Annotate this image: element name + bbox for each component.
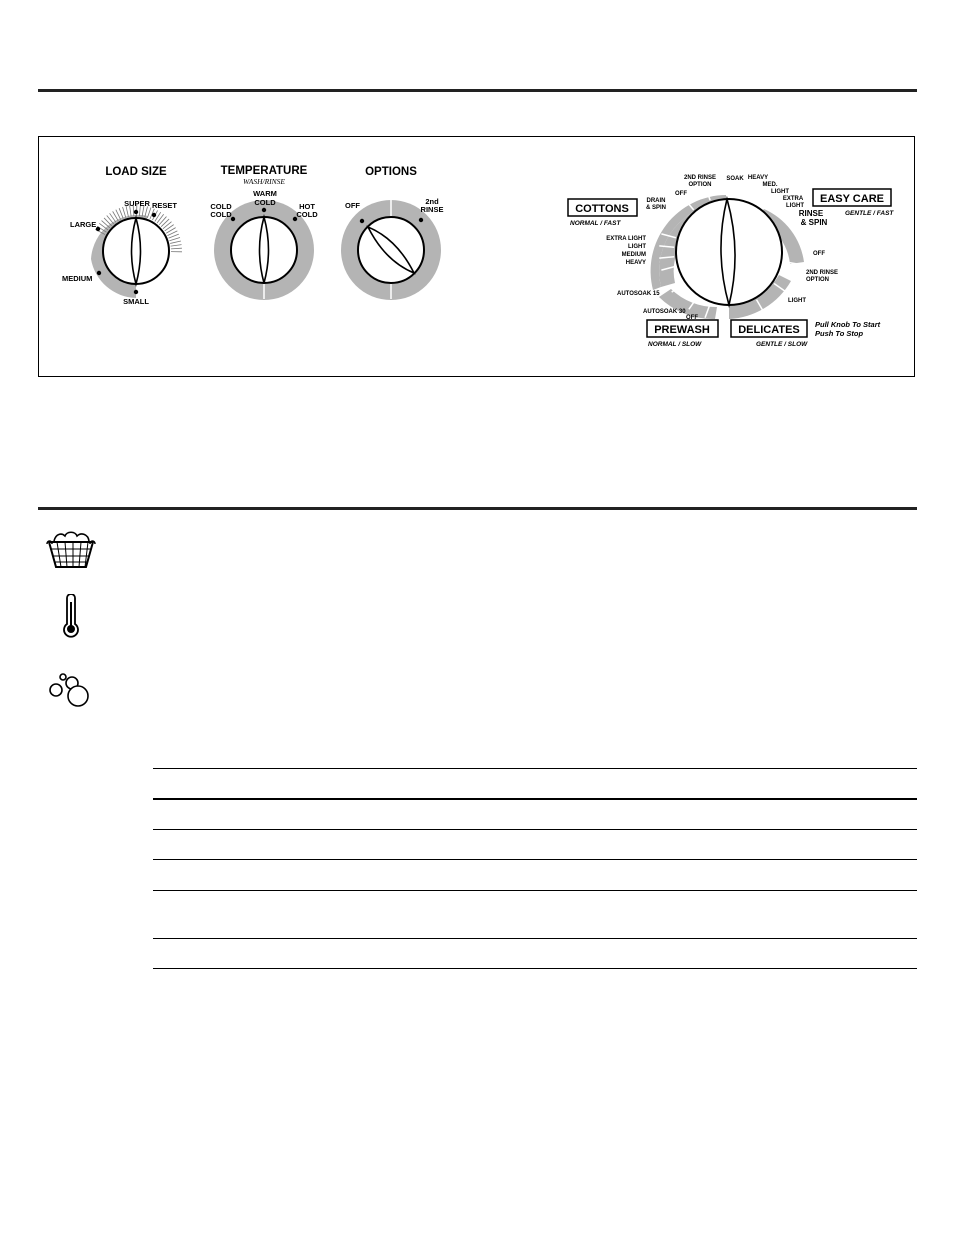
options-dot-2nd-rinse (419, 218, 423, 222)
control-panel-illustration (38, 136, 915, 377)
reset-hatch-line (163, 222, 171, 229)
options-label-2nd: 2nd (425, 197, 439, 206)
cycle-label-med-light: LIGHT (771, 189, 789, 195)
cycle-label-autosoak30: AUTOSOAK 30 (643, 309, 686, 315)
cycle-label-option-right: OPTION (806, 277, 830, 283)
cycle-label-option-top: OPTION (688, 182, 712, 188)
reset-hatch-line (161, 219, 169, 227)
reset-hatch-line (99, 223, 108, 230)
options-label-off: OFF (345, 201, 360, 210)
reset-hatch-line (147, 208, 151, 218)
table-header-rule (153, 798, 917, 800)
cycle-label-off-bottom: OFF (686, 315, 698, 321)
load-size-label-medium: MEDIUM (62, 274, 93, 283)
cycle-label-2nd-rinse-right: 2ND RINSE (806, 270, 839, 276)
reset-hatch-line (171, 245, 182, 247)
load-size-label-large: LARGE (70, 220, 97, 229)
temperature-label-cold-cold: COLD (210, 210, 232, 219)
cycle-label-rinse: RINSE (798, 209, 824, 218)
cycle-label-heavy-top: HEAVY (747, 175, 769, 181)
reset-hatch-line (145, 206, 148, 217)
cycle-label-soak: SOAK (726, 176, 744, 182)
top-rule (38, 89, 917, 92)
cycle-tick (672, 284, 684, 293)
reset-hatch-line (157, 214, 164, 223)
cycle-tick (746, 185, 751, 199)
reset-hatch-line (159, 217, 166, 225)
options-title: OPTIONS (365, 166, 417, 178)
cycle-label-drain: DRAIN (646, 198, 666, 204)
temperature-dot-warm (262, 208, 266, 212)
options-label-rinse: RINSE (420, 205, 444, 214)
table-top-rule (153, 768, 917, 769)
cottons-label: COTTONS (575, 203, 629, 215)
cycle-label-extra: EXTRA (782, 196, 804, 202)
cycle-label-rinse-spin: & SPIN (800, 218, 828, 227)
section-rule (38, 507, 917, 510)
table-row-divider (153, 890, 917, 891)
pull-knob-instruction: Pull Knob To Start (815, 320, 881, 329)
load-size-dot-super (134, 210, 138, 214)
temperature-subtitle: WASH/RINSE (243, 177, 285, 186)
cycle-tick (752, 189, 758, 203)
load-size-dot-small (134, 290, 138, 294)
cycle-label-off-top: OFF (675, 191, 687, 197)
prewash-label: PREWASH (654, 324, 710, 336)
cycle-label-off-right: OFF (813, 251, 825, 257)
cycle-label-medium-left: MEDIUM (621, 252, 646, 258)
reset-hatch-line (170, 241, 181, 243)
table-row-divider (153, 829, 917, 830)
cycle-label-extra-light: LIGHT (786, 203, 804, 209)
load-size-dial[interactable] (62, 166, 182, 306)
reset-hatch-line (102, 221, 110, 228)
easy-care-sub: GENTLE / FAST (845, 210, 894, 217)
temperature-label-hot: HOT (299, 202, 315, 211)
load-size-label-super: SUPER (124, 199, 150, 208)
temperature-title: TEMPERATURE (220, 165, 308, 177)
load-size-label-small: SMALL (123, 297, 149, 306)
cycle-label-drain-spin: & SPIN (645, 205, 667, 211)
cycle-label-extra-light-left: EXTRA LIGHT (606, 236, 646, 242)
options-dial[interactable] (341, 166, 443, 300)
cycle-dial[interactable] (568, 175, 894, 348)
bubbles-icon (46, 664, 96, 708)
cycle-label-light-left: LIGHT (628, 244, 646, 250)
temperature-label-hot-cold: COLD (296, 210, 318, 219)
reset-hatch-line (123, 207, 126, 218)
laundry-basket-icon (46, 527, 96, 571)
temperature-dial[interactable] (210, 165, 318, 300)
load-size-label-reset: RESET (152, 201, 178, 210)
temperature-label-warm-cold: COLD (254, 198, 276, 207)
delicates-label: DELICATES (738, 324, 800, 336)
table-row-divider (153, 938, 917, 939)
reset-hatch-line (171, 248, 182, 249)
prewash-sub: NORMAL / SLOW (648, 341, 702, 348)
cycle-label-autosoak15: AUTOSOAK 15 (617, 291, 660, 297)
temperature-label-warm: WARM (253, 189, 277, 198)
table-row-divider (153, 859, 917, 860)
cycle-label-med: MED. (762, 182, 778, 188)
cycle-label-heavy-left: HEAVY (625, 260, 646, 266)
easy-care-label: EASY CARE (820, 193, 884, 205)
load-size-dot-reset (152, 213, 156, 217)
reset-hatch-line (107, 216, 114, 224)
load-size-title: LOAD SIZE (105, 166, 167, 178)
load-size-dot-large (96, 227, 100, 231)
temperature-label-cold: COLD (210, 202, 232, 211)
push-knob-instruction: Push To Stop (815, 329, 864, 338)
table-bottom-rule (153, 968, 917, 969)
reset-hatch-line (169, 238, 180, 241)
thermometer-icon (46, 594, 96, 638)
cottons-sub: NORMAL / FAST (570, 220, 621, 227)
delicates-sub: GENTLE / SLOW (756, 341, 808, 348)
cycle-label-2nd-rinse-top: 2ND RINSE (683, 175, 717, 181)
reset-hatch-line (104, 218, 112, 226)
load-size-dot-medium (97, 271, 101, 275)
cycle-label-light-right: LIGHT (788, 298, 806, 304)
options-dot-off (360, 219, 364, 223)
